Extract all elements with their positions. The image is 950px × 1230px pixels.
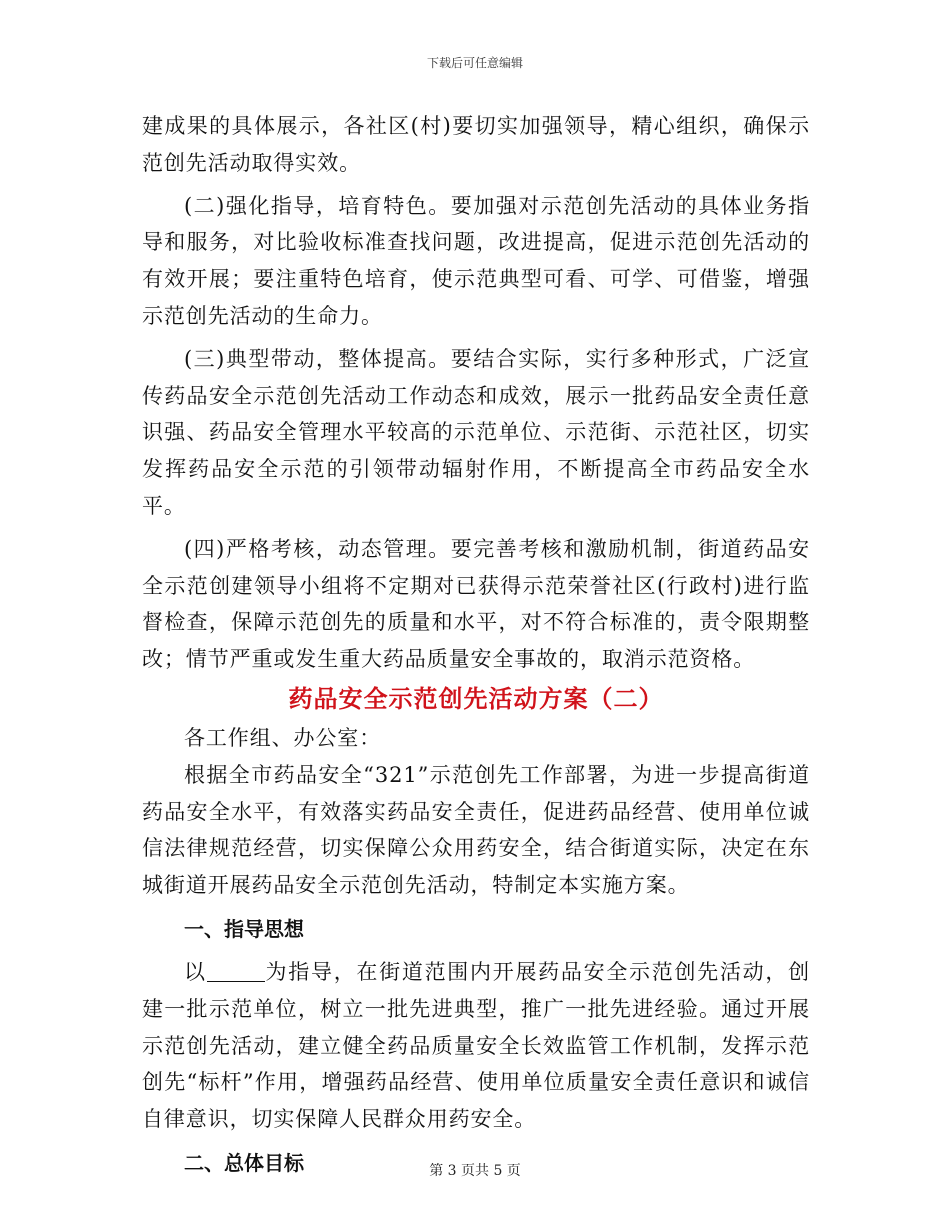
page-footer: 第 3 页共 5 页	[429, 1163, 521, 1179]
section-heading-overall-goal: 二、总体目标	[184, 1150, 304, 1175]
guiding-text: 为指导，在街道范围内开展药品安全示范创先活动，创建一批示范单位，树立一批先进典型，推广一批先进经验。通过开展示范创先活动，建立健全药品质量安全长效监管工作机制，发挥示范创先“标杆”作用，增强药品经营、使用单位质量安全责任意识和诚信自律意识，切实保障人民群众用药安全。	[142, 959, 810, 1132]
section-heading-guiding-ideology: 一、指导思想	[184, 916, 304, 941]
document-body	[142, 108, 810, 1182]
paragraph-continuation: 建成果的具体展示，各社区(村)要切实加强领导，精心组织，确保示范创先活动取得实效。	[142, 114, 810, 175]
paragraph-assessment: (四)严格考核，动态管理。要完善考核和激励机制，街道药品安全示范创建领导小组将不定期对已获得示范荣誉社区(行政村)进行监督检查，保障示范创先的质量和水平，对不符合标准的，责令限期整改；情节严重或发生重大药品质量安全事故的，取消示范资格。	[142, 536, 810, 672]
guiding-prefix: 以	[184, 959, 207, 984]
salutation: 各工作组、办公室：	[184, 725, 382, 750]
blank-underline	[207, 961, 265, 982]
document-title: 药品安全示范创先活动方案（二）	[288, 684, 664, 713]
paragraph-intro: 根据全市药品安全“321”示范创先工作部署，为进一步提高街道药品安全水平，有效落实药品安全责任，促进药品经营、使用单位诚信法律规范经营，切实保障公众用药安全，结合街道实际，决定在东城街道开展药品安全示范创先活动，特制定本实施方案。	[142, 762, 810, 898]
paragraph-guiding-ideology	[142, 954, 810, 1138]
page-header: 下载后可任意编辑	[426, 56, 523, 70]
paragraph-model-lead: (三)典型带动，整体提高。要结合实际，实行多种形式，广泛宣传药品安全示范创先活动工作动态和成效，展示一批药品安全责任意识强、药品安全管理水平较高的示范单位、示范街、示范社区，切实发挥药品安全示范的引领带动辐射作用，不断提高全市药品安全水平。	[142, 346, 810, 518]
paragraph-guidance: (二)强化指导，培育特色。要加强对示范创先活动的具体业务指导和服务，对比验收标准查找问题，改进提高，促进示范创先活动的有效开展；要注重特色培育，使示范典型可看、可学、可借鉴，增强示范创先活动的生命力。	[142, 193, 810, 328]
